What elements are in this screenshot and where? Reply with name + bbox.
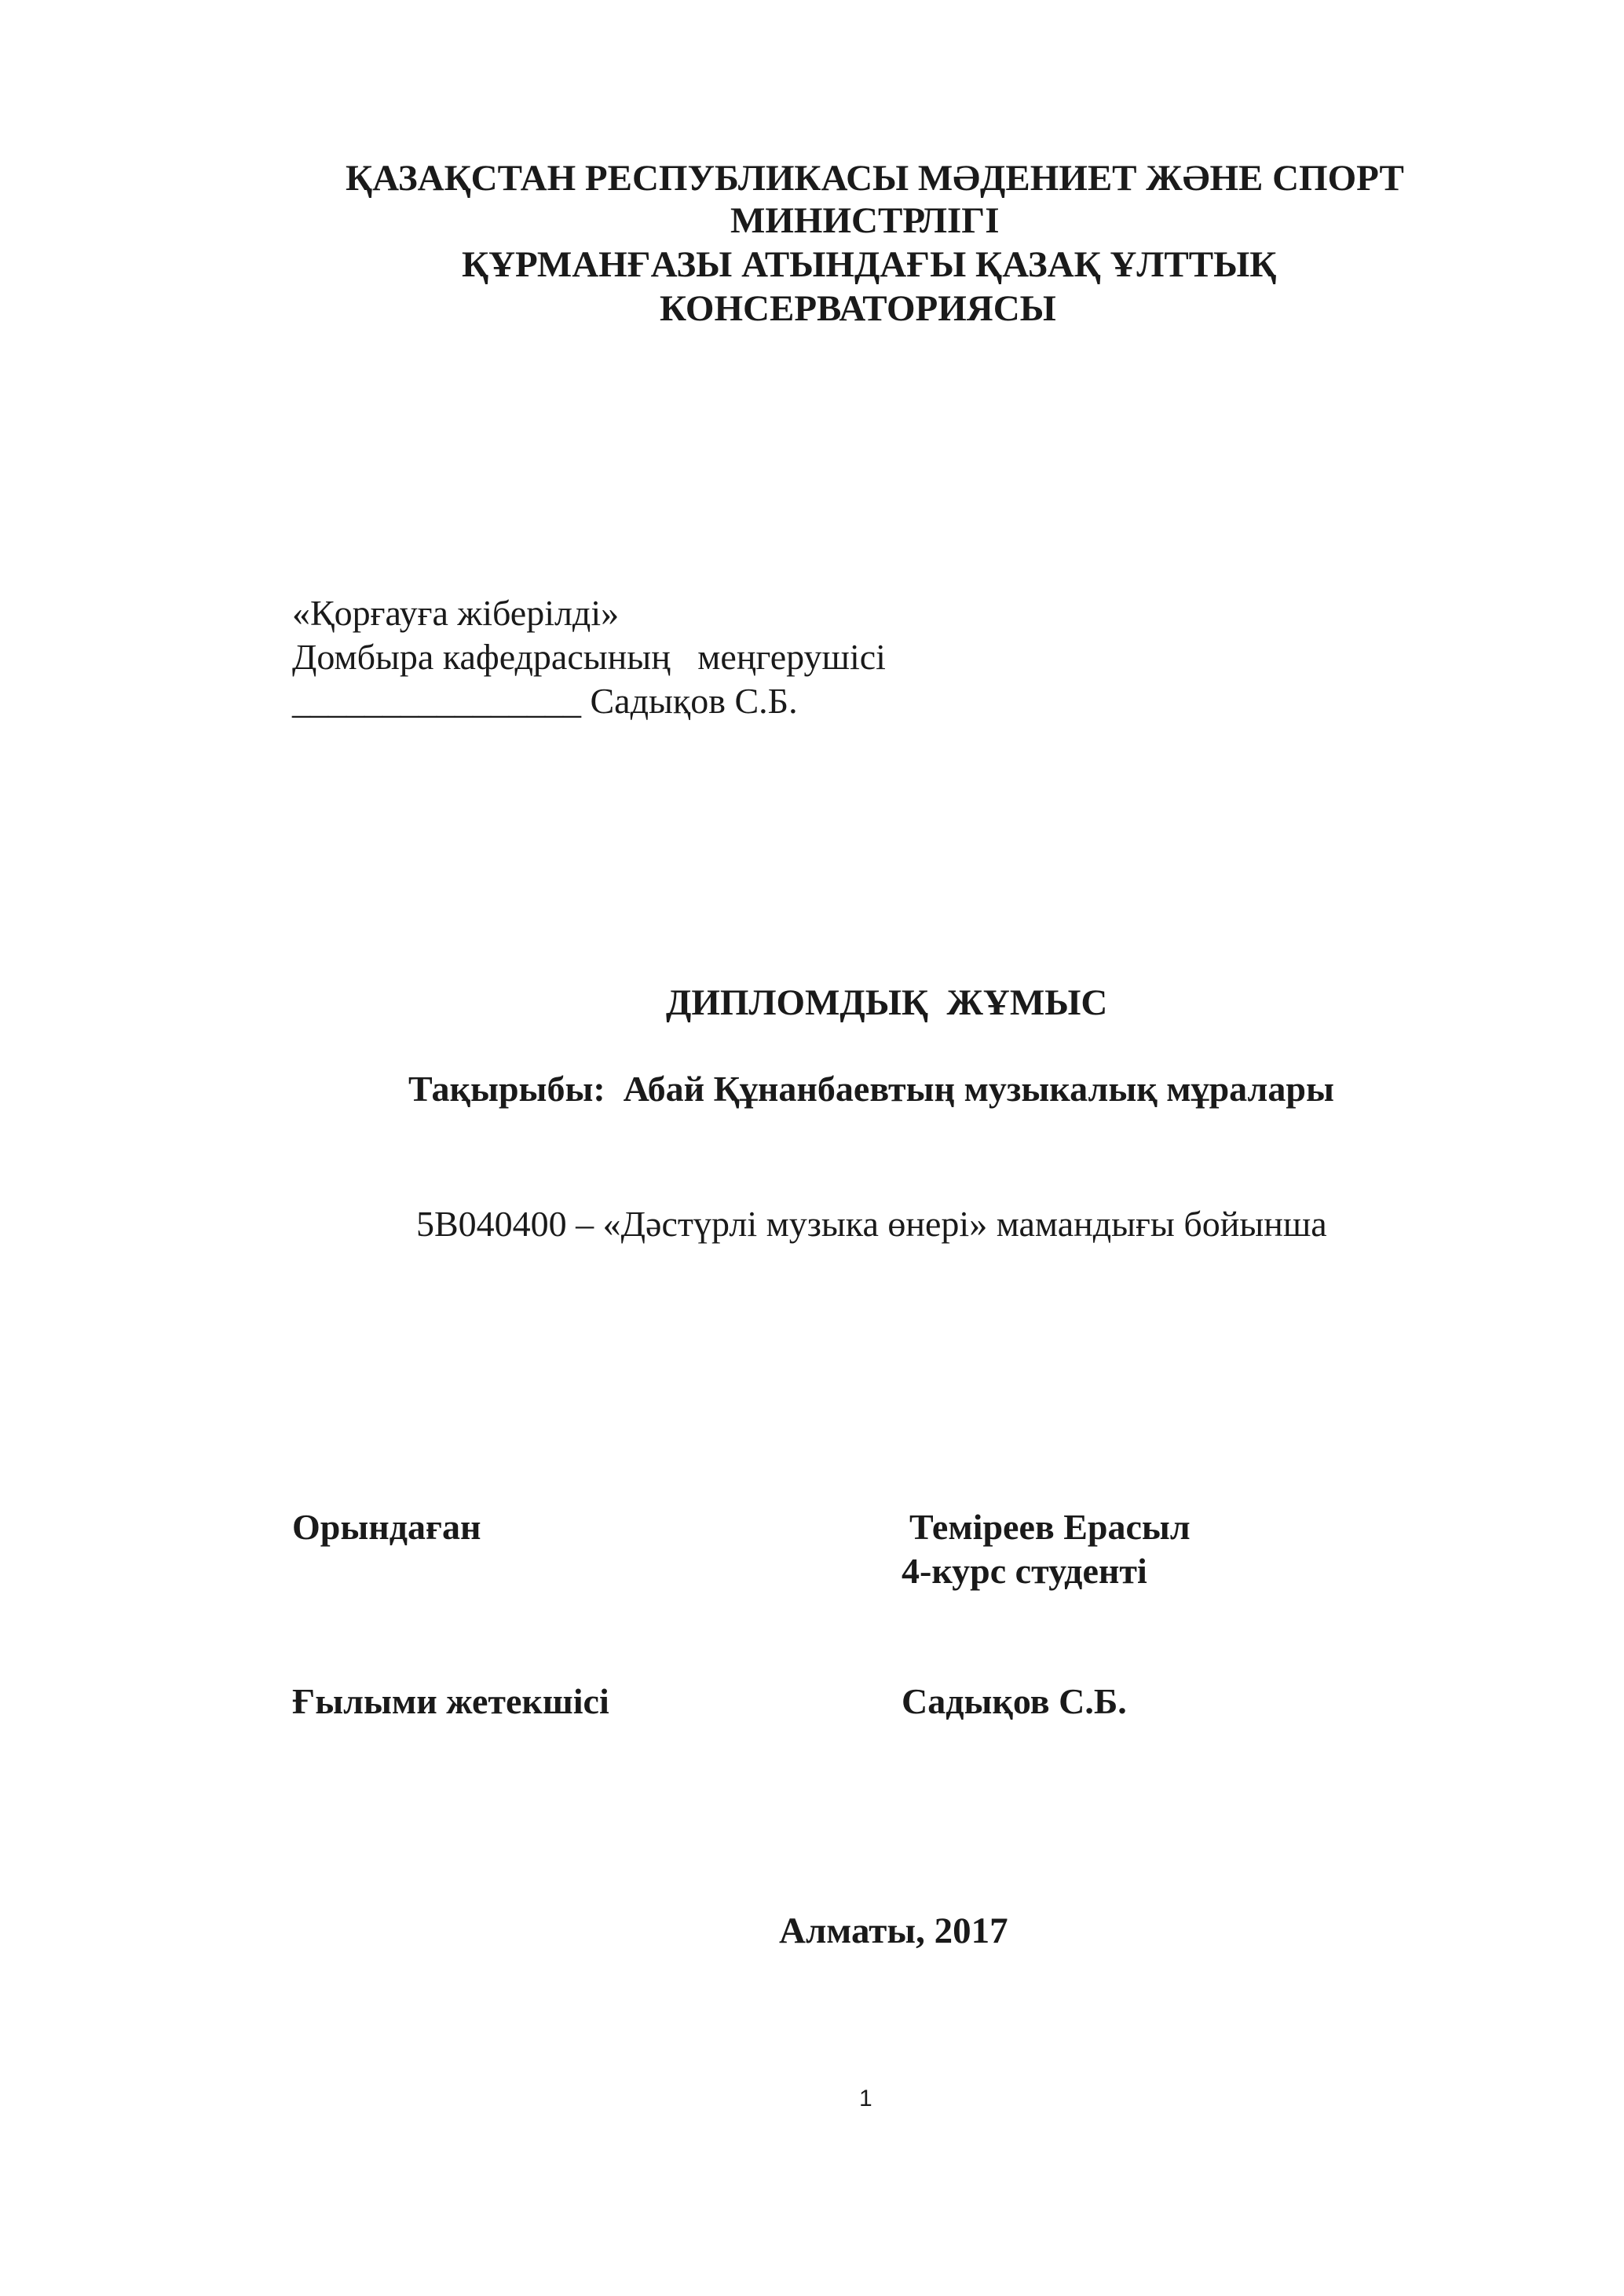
header-line-2: МИНИСТРЛІГІ <box>730 200 1000 241</box>
work-specialty: 5В040400 – «Дәстүрлі музыка өнері» мамандығы бойынша <box>416 1204 1327 1244</box>
supervisor-name: Садықов С.Б. <box>902 1681 1127 1721</box>
supervisor-label: Ғылыми жетекшісі <box>292 1681 609 1721</box>
performer-course: 4-курс студенті <box>902 1551 1147 1591</box>
city-year: Алматы, 2017 <box>779 1910 1008 1951</box>
performer-name: Теміреев Ерасыл <box>909 1507 1191 1547</box>
work-type: ДИПЛОМДЫҚ ЖҰМЫС <box>666 982 1108 1023</box>
performer-label: Орындаған <box>292 1507 481 1547</box>
header-line-3: ҚҰРМАНҒАЗЫ АТЫНДАҒЫ ҚАЗАҚ ҰЛТТЫҚ <box>462 244 1277 285</box>
approval-line-3: ________________ Садықов С.Б. <box>292 681 798 721</box>
header-line-4: КОНСЕРВАТОРИЯСЫ <box>660 288 1056 329</box>
work-topic: Тақырыбы: Абай Құнанбаевтың музыкалық мұралары <box>408 1069 1334 1109</box>
approval-line-1: «Қорғауға жіберілді» <box>292 593 620 633</box>
approval-line-2: Домбыра кафедрасының меңгерушісі <box>292 637 886 677</box>
page-number: 1 <box>859 2086 872 2111</box>
header-line-1: ҚАЗАҚСТАН РЕСПУБЛИКАСЫ МӘДЕНИЕТ ЖӘНЕ СПОРТ <box>346 158 1404 199</box>
